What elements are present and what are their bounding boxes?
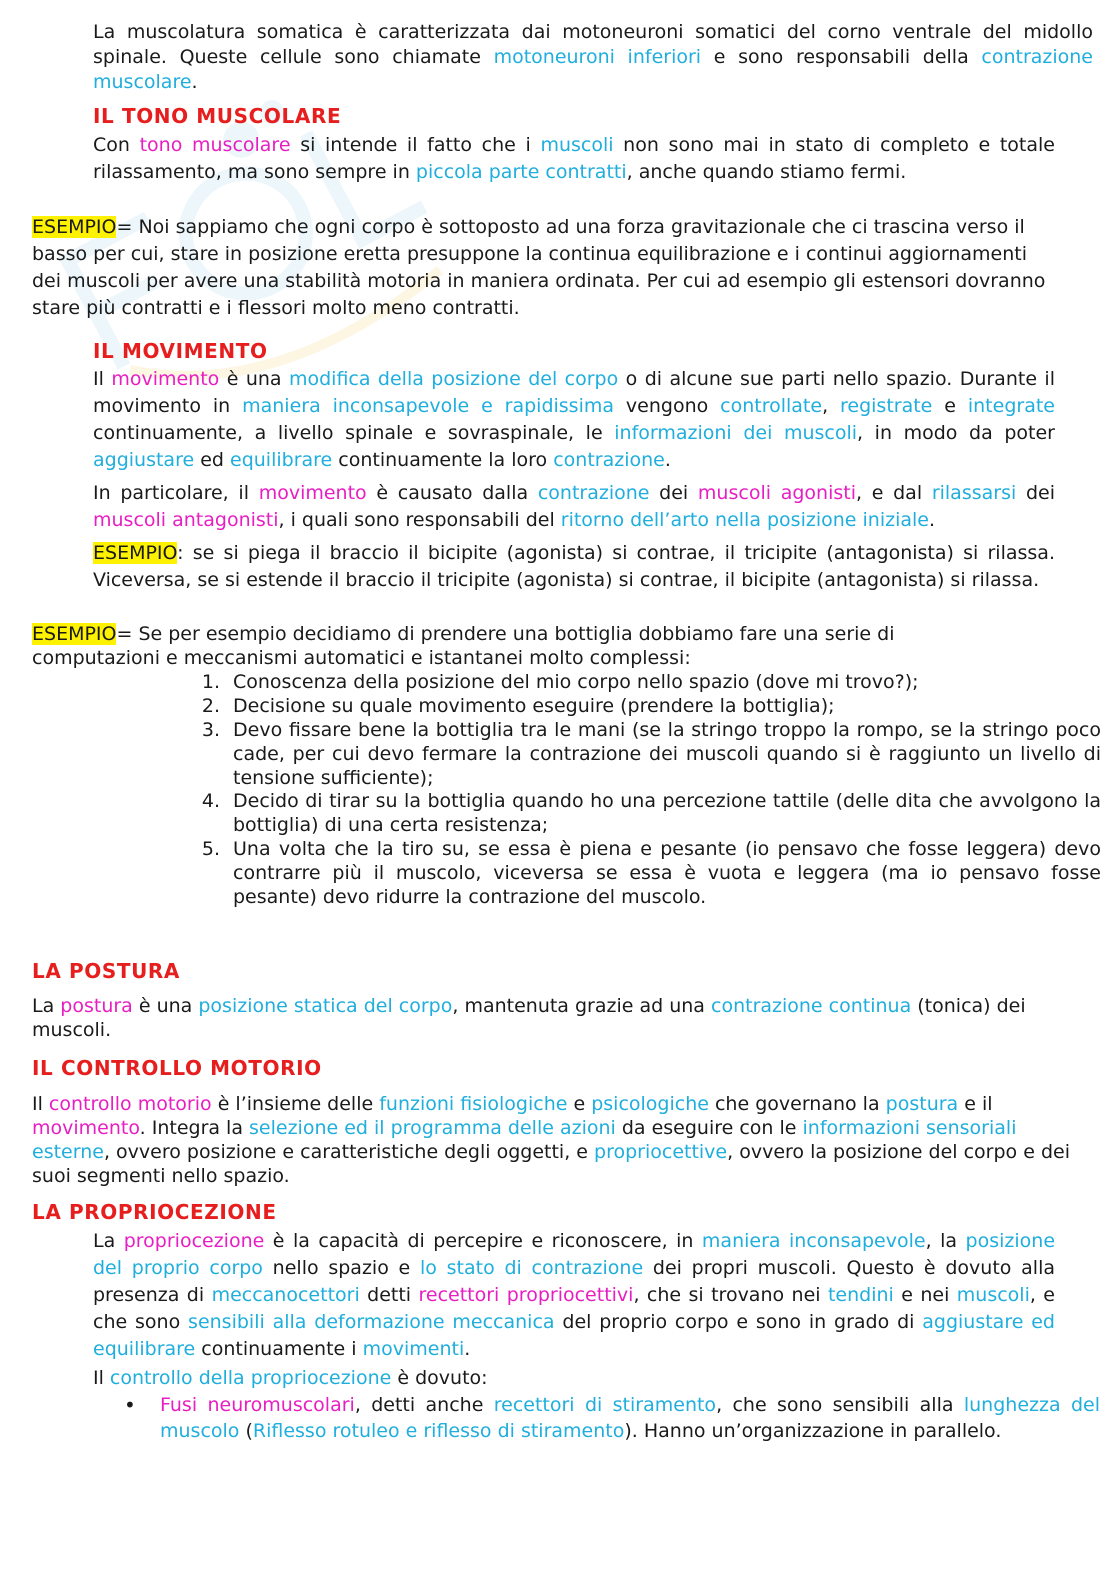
heading-controllo-motorio: IL CONTROLLO MOTORIO	[32, 1056, 322, 1080]
list-number: 3.	[201, 719, 220, 741]
list-item: Devo fissare bene la bottiglia tra le mani (se la stringo troppo la rompo, se la stringo poco cade, per cui devo fermare la contrazione dei muscoli quando si è raggiunto un livello di tensione sufficiente);	[233, 719, 1101, 789]
list-number: 4.	[201, 790, 220, 812]
list-number: 5.	[201, 838, 220, 860]
bullet-icon: •	[124, 1393, 136, 1417]
para-controllo-motorio: Il controllo motorio è l’insieme delle funzioni fisiologiche e psicologiche che governano la postura e il movimento. Integra la selezione ed il programma delle azioni da eseguire con le informazioni sensoriali esterne, ovvero posizione e caratteristiche degli oggetti, e propriocettive, ovvero la posizione del corpo e dei suoi segmenti nello spazio.	[32, 1093, 1070, 1187]
heading-propriocezione: LA PROPRIOCEZIONE	[32, 1200, 277, 1224]
heading-postura: LA POSTURA	[32, 959, 181, 983]
esempio-highlight: ESEMPIO	[32, 216, 117, 238]
esempio-highlight: ESEMPIO	[93, 542, 178, 564]
list-item: Decido di tirar su la bottiglia quando ho una percezione tattile (delle dita che avvolgono la bottiglia) di una certa resistenza;	[233, 790, 1101, 836]
para-tono: Con tono muscolare si intende il fatto che i muscoli non sono mai in stato di completo e totale rilassamento, ma sono sempre in piccola parte contratti, anche quando stiamo fermi.	[93, 134, 1055, 183]
para-postura: La postura è una posizione statica del corpo, mantenuta grazie ad una contrazione continua (tonica) dei muscoli.	[32, 995, 1026, 1041]
list-number: 2.	[201, 695, 220, 717]
para-esempio-gravita: ESEMPIO= Noi sappiamo che ogni corpo è sottoposto ad una forza gravitazionale che ci trascina verso il basso per cui, stare in posizione eretta presuppone la continua equilibrazione e i continui aggiornamenti dei muscoli per avere una stabilità motoria in maniera ordinata. Per cui ad esempio gli estensori dovranno stare più contratti e i flessori molto meno contratti.	[32, 216, 1046, 319]
para-propriocezione: La propriocezione è la capacità di percepire e riconoscere, in maniera inconsapevole, la posizione del proprio corpo nello spazio e lo stato di contrazione dei propri muscoli. Questo è dovuto alla presenza di meccanocettori detti recettori propriocettivi, che si trovano nei tendini e nei muscoli, e che sono sensibili alla deformazione meccanica del proprio corpo e sono in grado di aggiustare ed equilibrare continuamente i movimenti.	[93, 1230, 1056, 1360]
list-item: Decisione su quale movimento eseguire (prendere la bottiglia);	[233, 695, 835, 717]
bullet-item-fusi: Fusi neuromuscolari, detti anche recettori di stiramento, che sono sensibili alla lunghezza del muscolo (Riflesso rotuleo e riflesso di stiramento). Hanno un’organizzazione in parallelo.	[160, 1394, 1100, 1442]
para-controllo-propriocezione: Il controllo della propriocezione è dovuto:	[93, 1367, 488, 1389]
para-esempio-braccio: ESEMPIO: se si piega il braccio il bicipite (agonista) si contrae, il tricipite (antagonista) si rilassa. Viceversa, se si estende il braccio il tricipite (agonista) si contrae, il bicipite (antagonista) si rilassa.	[93, 542, 1055, 591]
list-item: Conoscenza della posizione del mio corpo nello spazio (dove mi trovo?);	[233, 671, 919, 693]
list-item: Una volta che la tiro su, se essa è piena e pesante (io pensavo che fosse leggera) devo contrarre più il muscolo, viceversa se essa è vuota e leggera (ma io pensavo fosse pesante) devo ridurre la contrazione del muscolo.	[233, 838, 1101, 908]
para-esempio-bottiglia: ESEMPIO= Se per esempio decidiamo di prendere una bottiglia dobbiamo fare una serie di computazioni e meccanismi automatici e istantanei molto complessi:	[32, 623, 895, 669]
para-muscolatura: La muscolatura somatica è caratterizzata dai motoneuroni somatici del corno ventrale del midollo spinale. Queste cellule sono chiamate motoneuroni inferiori e sono responsabili della contrazione muscolare.	[93, 21, 1093, 93]
list-number: 1.	[201, 671, 220, 693]
heading-movimento: IL MOVIMENTO	[93, 339, 268, 363]
heading-tono-muscolare: IL TONO MUSCOLARE	[93, 104, 342, 128]
para-agonisti: In particolare, il movimento è causato dalla contrazione dei muscoli agonisti, e dal rilassarsi dei muscoli antagonisti, i quali sono responsabili del ritorno dell’arto nella posizione iniziale.	[93, 482, 1055, 531]
esempio-highlight: ESEMPIO	[32, 623, 117, 645]
para-movimento: Il movimento è una modifica della posizione del corpo o di alcune sue parti nello spazio. Durante il movimento in maniera inconsapevole e rapidissima vengono controllate, registrate e integrate continuamente, a livello spinale e sovraspinale, le informazioni dei muscoli, in modo da poter aggiustare ed equilibrare continuamente la loro contrazione.	[93, 368, 1055, 471]
